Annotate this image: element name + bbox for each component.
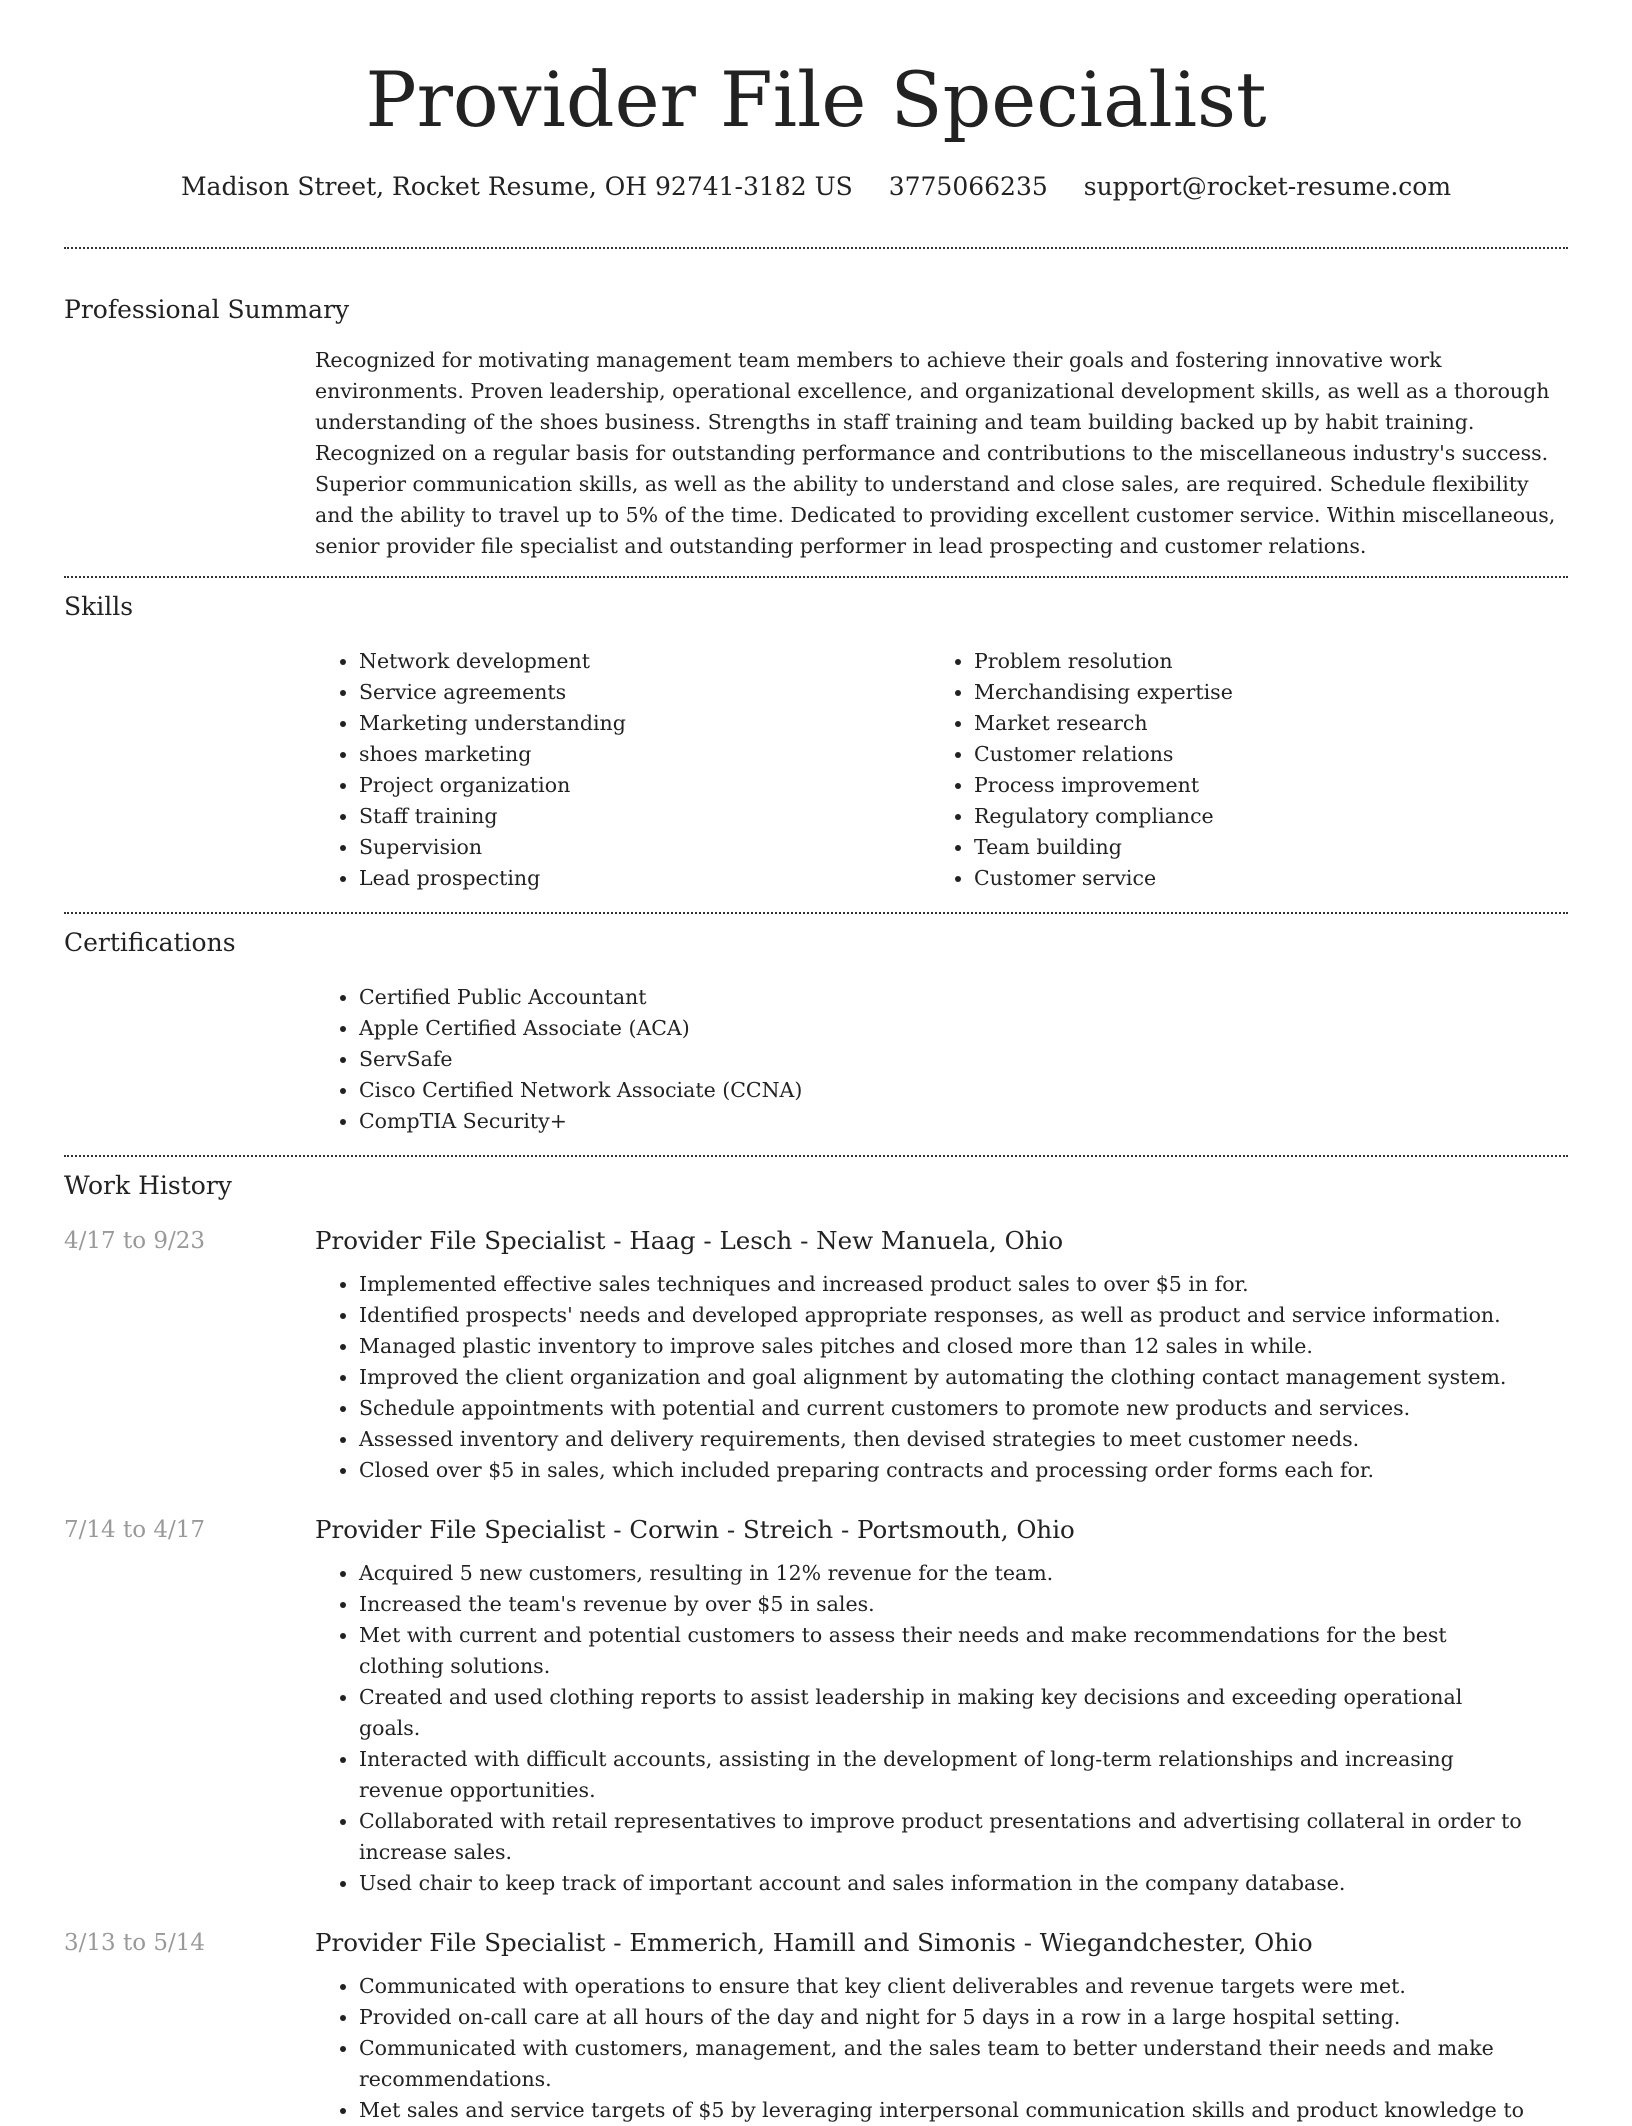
job-entry	[64, 1925, 1568, 2126]
job-entry	[64, 1512, 1568, 1899]
contact-line	[64, 167, 1568, 207]
job-bullet: • Met with current and potential customers to assess their needs and make recommendations for the best clothing solutions.	[359, 1620, 1529, 1682]
job-bullet: • Managed plastic inventory to improve sales pitches and closed more than 12 sales in while.	[359, 1331, 1529, 1362]
certification-item: • Certified Public Accountant	[359, 982, 1568, 1013]
job-bullet: • Provided on-call care at all hours of the day and night for 5 days in a row in a large hospital setting.	[359, 2002, 1529, 2033]
skill-item: • Customer relations	[974, 739, 1545, 770]
skill-item: • Staff training	[359, 801, 930, 832]
skill-item: • Marketing understanding	[359, 708, 930, 739]
job-title: Provider File Specialist - Haag - Lesch - New Manuela, Ohio	[315, 1226, 1064, 1255]
job-bullet: • Identified prospects' needs and developed appropriate responses, as well as product and service information.	[359, 1300, 1529, 1331]
job-bullet: • Increased the team's revenue by over $5 in sales.	[359, 1589, 1529, 1620]
skill-item: • Problem resolution	[974, 646, 1545, 677]
skills-column-right	[930, 646, 1545, 894]
job-date: 7/14 to 4/17	[64, 1517, 206, 1543]
certification-item: • ServSafe	[359, 1044, 1568, 1075]
job-bullet: • Closed over $5 in sales, which included preparing contracts and processing order forms each for.	[359, 1455, 1529, 1486]
skill-item: • Service agreements	[359, 677, 930, 708]
job-details	[315, 1925, 1568, 2126]
summary-text: Recognized for motivating management team members to achieve their goals and fostering innovative work environments. Proven leadership, operational excellence, and organizational development skills, as well as a thorough understanding of the shoes business. Strengths in staff training and team building backed up by habit training. Recognized on a regular basis for outstanding performance and contributions to the miscellaneous industry's success. Superior communication skills, as well as the ability to understand and close sales, are required. Schedule flexibility and the ability to travel up to 5% of the time. Dedicated to providing excellent customer service. Within miscellaneous, senior provider file specialist and outstanding performer in lead prospecting and customer relations.	[315, 348, 1556, 558]
job-entry	[64, 1223, 1568, 1486]
section-divider	[64, 247, 1568, 249]
skill-item: • Network development	[359, 646, 930, 677]
work-history-heading: Work History	[64, 1171, 232, 1200]
skill-item: • Project organization	[359, 770, 930, 801]
skill-item: • Process improvement	[974, 770, 1545, 801]
skills-list	[315, 646, 1568, 894]
skills-heading: Skills	[64, 592, 134, 621]
job-bullet: • Used chair to keep track of important account and sales information in the company database.	[359, 1868, 1529, 1899]
job-bullet: • Improved the client organization and goal alignment by automating the clothing contact management system.	[359, 1362, 1529, 1393]
job-details	[315, 1512, 1568, 1899]
resume-name: Provider File Specialist	[365, 55, 1267, 144]
job-bullet: • Communicated with customers, management, and the sales team to better understand their needs and make recommendations.	[359, 2033, 1529, 2095]
skill-item: • Merchandising expertise	[974, 677, 1545, 708]
section-divider	[64, 912, 1568, 914]
contact-phone: 3775066235	[888, 172, 1048, 201]
summary-heading: Professional Summary	[64, 295, 350, 324]
job-title: Provider File Specialist - Corwin - Streich - Portsmouth, Ohio	[315, 1515, 1075, 1544]
job-bullet: • Implemented effective sales techniques and increased product sales to over $5 in for.	[359, 1269, 1529, 1300]
certification-item: • Cisco Certified Network Associate (CCNA)	[359, 1075, 1568, 1106]
job-date: 3/13 to 5/14	[64, 1930, 206, 1956]
job-bullet: • Acquired 5 new customers, resulting in 12% revenue for the team.	[359, 1558, 1529, 1589]
skills-column-left	[315, 646, 930, 894]
job-details	[315, 1223, 1568, 1486]
certification-item: • Apple Certified Associate (ACA)	[359, 1013, 1568, 1044]
job-date: 4/17 to 9/23	[64, 1228, 206, 1254]
skill-item: • shoes marketing	[359, 739, 930, 770]
job-bullet: • Created and used clothing reports to assist leadership in making key decisions and exceeding operational goals.	[359, 1682, 1529, 1744]
certifications-list	[315, 982, 1568, 1137]
certification-item: • CompTIA Security+	[359, 1106, 1568, 1137]
job-bullet: • Interacted with difficult accounts, assisting in the development of long-term relationships and increasing revenue opportunities.	[359, 1744, 1529, 1806]
skill-item: • Team building	[974, 832, 1545, 863]
job-bullet: • Collaborated with retail representatives to improve product presentations and advertising collateral in order to increase sales.	[359, 1806, 1529, 1868]
section-divider	[64, 1155, 1568, 1157]
section-divider	[64, 576, 1568, 578]
skill-item: • Regulatory compliance	[974, 801, 1545, 832]
job-bullet: • Assessed inventory and delivery requirements, then devised strategies to meet customer needs.	[359, 1424, 1529, 1455]
contact-address: Madison Street, Rocket Resume, OH 92741-3182 US	[180, 172, 853, 201]
skill-item: • Market research	[974, 708, 1545, 739]
work-history-list	[64, 1223, 1568, 2126]
resume-page	[64, 0, 1568, 2126]
skill-item: • Customer service	[974, 863, 1545, 894]
job-bullet: • Schedule appointments with potential and current customers to promote new products and services.	[359, 1393, 1529, 1424]
job-bullet: • Communicated with operations to ensure that key client deliverables and revenue targets were met.	[359, 1971, 1529, 2002]
job-title: Provider File Specialist - Emmerich, Hamill and Simonis - Wiegandchester, Ohio	[315, 1928, 1313, 1957]
job-bullet: • Met sales and service targets of $5 by leveraging interpersonal communication skills and product knowledge to	[359, 2095, 1529, 2126]
skill-item: • Lead prospecting	[359, 863, 930, 894]
certifications-heading: Certifications	[64, 928, 236, 957]
contact-email: support@rocket-resume.com	[1083, 172, 1452, 201]
skill-item: • Supervision	[359, 832, 930, 863]
